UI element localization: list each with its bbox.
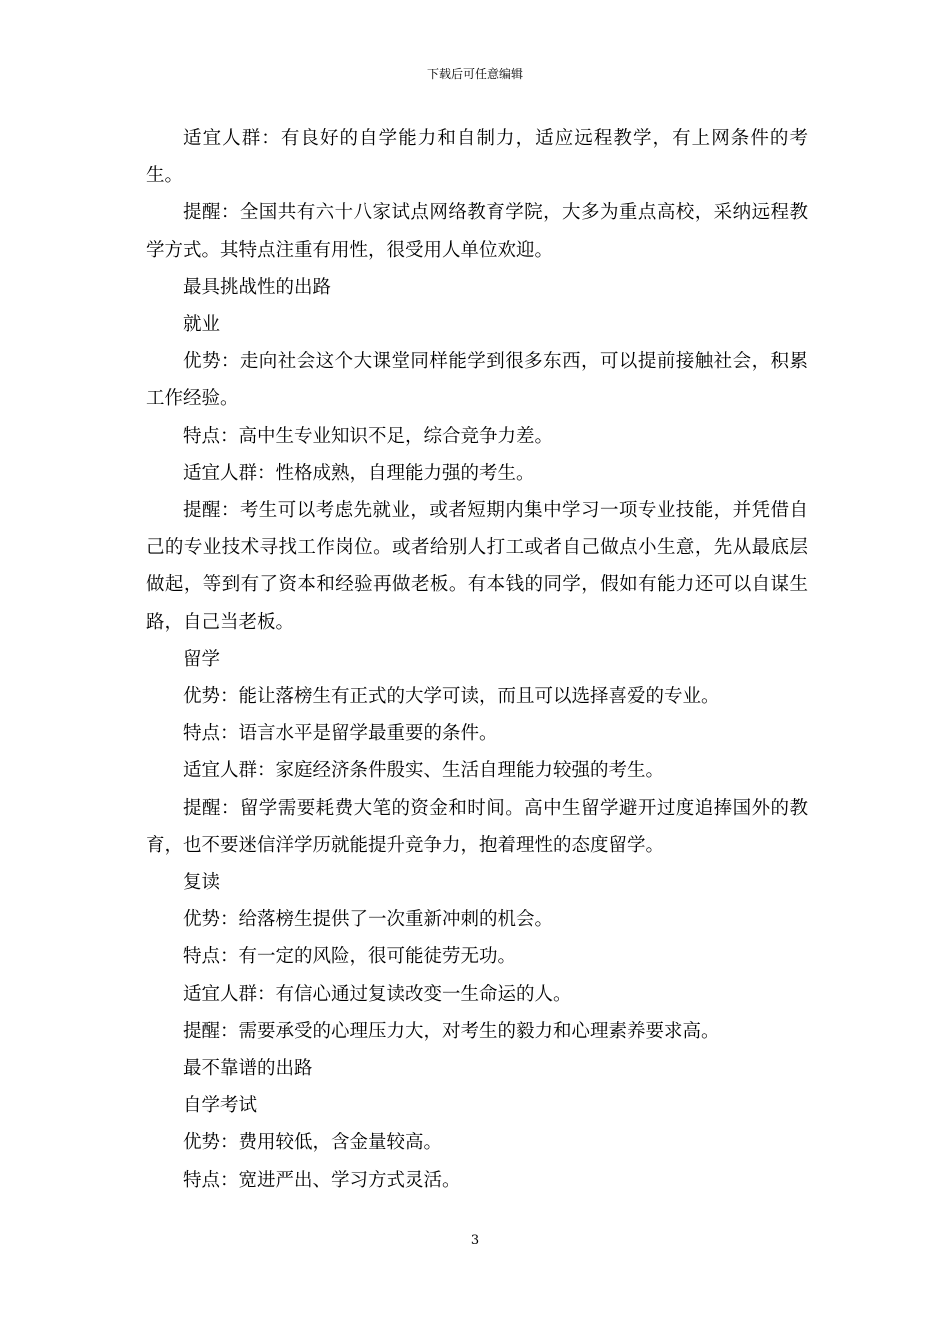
paragraph: 适宜人群：性格成熟，自理能力强的考生。	[183, 462, 535, 484]
paragraph: 特点：高中生专业知识不足，综合竞争力差。	[183, 425, 554, 447]
paragraph: 优势：费用较低，含金量较高。	[183, 1132, 443, 1154]
paragraph: 适宜人群：有信心通过复读改变一生命运的人。	[183, 983, 572, 1005]
paragraph: 适宜人群：有良好的自学能力和自制力，适应远程教学，有上网条件的考生。	[146, 128, 808, 187]
section-heading: 最具挑战性的出路	[183, 276, 332, 298]
paragraph: 特点：宽进严出、学习方式灵活。	[183, 1169, 461, 1191]
subsection-heading: 留学	[183, 648, 221, 670]
paragraph: 优势：给落榜生提供了一次重新冲刺的机会。	[183, 909, 554, 931]
document-body	[146, 120, 808, 1199]
paragraph: 提醒：留学需要耗费大笔的资金和时间。高中生留学避开过度追捧国外的教育，也不要迷信洋学历就能提升竞争力，抱着理性的态度留学。	[146, 797, 808, 856]
subsection-heading: 自学考试	[183, 1095, 258, 1117]
paragraph: 优势：走向社会这个大课堂同样能学到很多东西，可以提前接触社会，积累工作经验。	[146, 351, 808, 410]
paragraph: 提醒：需要承受的心理压力大，对考生的毅力和心理素养要求高。	[183, 1020, 720, 1042]
page-number: 3	[470, 1233, 480, 1248]
paragraph: 适宜人群：家庭经济条件殷实、生活自理能力较强的考生。	[183, 760, 665, 782]
paragraph: 特点：语言水平是留学最重要的条件。	[183, 723, 498, 745]
subsection-heading: 就业	[183, 314, 221, 336]
paragraph: 提醒：考生可以考虑先就业，或者短期内集中学习一项专业技能，并凭借自己的专业技术寻找工作岗位。或者给别人打工或者自己做点小生意，先从最底层做起，等到有了资本和经验再做老板。有本钱的同学，假如有能力还可以自谋生路，自己当老板。	[146, 500, 808, 633]
page-header: 下载后可任意编辑	[426, 67, 523, 81]
paragraph: 提醒：全国共有六十八家试点网络教育学院，大多为重点高校，采纳远程教学方式。其特点注重有用性，很受用人单位欢迎。	[146, 202, 808, 261]
paragraph: 特点：有一定的风险，很可能徒劳无功。	[183, 946, 517, 968]
section-heading: 最不靠谱的出路	[183, 1058, 313, 1080]
subsection-heading: 复读	[183, 872, 221, 894]
paragraph: 优势：能让落榜生有正式的大学可读，而且可以选择喜爱的专业。	[183, 686, 720, 708]
